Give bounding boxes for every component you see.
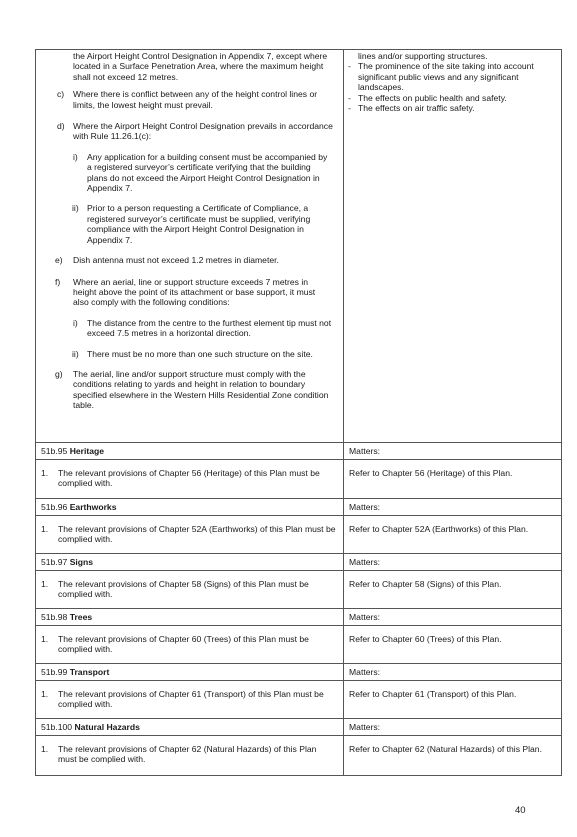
clause-d (36, 121, 343, 142)
table-row-body (36, 736, 562, 776)
rule-body-cell: 1. The relevant provisions of Chapter 52A (Earthworks) of this Plan must be complied with. (36, 516, 344, 554)
table-row-header (36, 609, 562, 626)
clause-g (36, 369, 343, 411)
clause-d-i (36, 152, 343, 194)
rule-text: The relevant provisions of Chapter 60 (Trees) of this Plan must be complied with. (58, 634, 309, 655)
rule-text: The relevant provisions of Chapter 52A (Earthworks) of this Plan must be complied with. (58, 524, 336, 545)
rule-body-cell: 1. The relevant provisions of Chapter 62 (Natural Hazards) of this Plan must be complied with. (36, 736, 344, 776)
matters-label: Matters: (349, 502, 381, 512)
clause-d-i-label: i) (73, 151, 78, 162)
clause-f-ii-text: There must be no more than one such structure on the site. (87, 348, 313, 359)
page-number: 40 (515, 805, 526, 816)
para-b-continued: the Airport Height Control Designation in Appendix 7, except where located in a Surface Penetration Area, where the maximum height shall not exceed 12 metres. (73, 51, 328, 82)
matters-refer: Refer to Chapter 61 (Transport) of this Plan. (349, 689, 517, 699)
rule-text: The relevant provisions of Chapter 56 (Heritage) of this Plan must be complied with. (58, 468, 320, 489)
rules-table (35, 49, 562, 776)
matters-header-cell (344, 609, 562, 626)
table-row-body (36, 460, 562, 499)
rule-code: 51b.100 (41, 722, 73, 732)
table-row-body (36, 571, 562, 609)
rule-header-cell (36, 554, 344, 571)
rule-header-cell (36, 719, 344, 736)
clause-f-ii-label: ii) (72, 348, 79, 359)
rule-title: Transport (69, 667, 110, 677)
matters-label: Matters: (349, 722, 381, 732)
clause-f-i (36, 318, 343, 339)
clause-c (36, 89, 343, 110)
clause-f-i-label: i) (73, 317, 78, 328)
rule-code: 51b.98 (41, 612, 68, 622)
matters-body-cell (344, 571, 562, 609)
clause-d-ii-text: Prior to a person requesting a Certificate of Compliance, a registered surveyor’s certificate must be supplied, verifying compliance with the Airport Height Control Designation in Appendix 7. (87, 203, 311, 245)
rule-title: Trees (69, 612, 93, 622)
matters-header-cell (344, 554, 562, 571)
rule-body-cell: 1. The relevant provisions of Chapter 60 (Trees) of this Plan must be complied with. (36, 626, 344, 664)
matters-bullet: - The effects on air traffic safety. (348, 103, 475, 114)
clause-d-i-text: Any application for a building consent must be accompanied by a registered surveyor’s certificate verifying that the building plans do not exceed the Airport Height Control Designation in Appendix 7. (87, 151, 328, 194)
clause-d-label: d) (57, 121, 65, 132)
rule-header-cell (36, 664, 344, 681)
rule-title: Heritage (69, 446, 105, 456)
matters-label: Matters: (349, 557, 381, 567)
table-row-body (36, 516, 562, 554)
matters-refer: Refer to Chapter 56 (Heritage) of this Plan. (349, 468, 513, 478)
rule-text: The relevant provisions of Chapter 61 (Transport) of this Plan must be complied with. (58, 689, 324, 710)
rule-title: Natural Hazards (74, 722, 140, 732)
table-row-body (36, 626, 562, 664)
matters-refer: Refer to Chapter 52A (Earthworks) of this Plan. (349, 524, 529, 534)
matters-refer: Refer to Chapter 60 (Trees) of this Plan. (349, 634, 502, 644)
rule-body-cell: 1. The relevant provisions of Chapter 58 (Signs) of this Plan must be complied with. (36, 571, 344, 609)
clause-d-ii-label: ii) (72, 203, 79, 214)
matters-refer: Refer to Chapter 62 (Natural Hazards) of this Plan. (349, 744, 542, 754)
matters-body-cell (344, 516, 562, 554)
matters-body-cell (344, 681, 562, 719)
matters-header-cell (344, 664, 562, 681)
clause-f (36, 277, 343, 308)
rule-header-cell (36, 499, 344, 516)
clause-f-label: f) (55, 276, 61, 287)
clause-d-text: Where the Airport Height Control Designation prevails in accordance with Rule 11.26.1(c): (73, 121, 333, 142)
rule-code: 51b.97 (41, 557, 68, 567)
table-row-header (36, 554, 562, 571)
matters-bullet: - The prominence of the site taking into account significant public views and any significant landscapes. (348, 61, 534, 93)
matters-label: Matters: (349, 612, 381, 622)
conditions-cell (36, 50, 344, 443)
rule-code: 51b.96 (41, 502, 68, 512)
clause-d-ii (36, 203, 343, 245)
table-row-header (36, 664, 562, 681)
matters-refer: Refer to Chapter 58 (Signs) of this Plan. (349, 579, 502, 589)
clause-f-i-text: The distance from the centre to the furthest element tip must not exceed 7.5 metres in a horizontal direction. (87, 317, 332, 339)
rule-text: The relevant provisions of Chapter 58 (Signs) of this Plan must be complied with. (58, 579, 309, 600)
clause-e-text: Dish antenna must not exceed 1.2 metres in diameter. (73, 255, 279, 266)
matters-bullet: - The effects on public health and safety. (348, 92, 507, 103)
matters-label: Matters: (349, 667, 381, 677)
rule-body-cell: 1. The relevant provisions of Chapter 61 (Transport) of this Plan must be complied with. (36, 681, 344, 719)
rule-title: Signs (69, 557, 94, 567)
rule-title: Earthworks (69, 502, 117, 512)
clause-g-label: g) (55, 368, 63, 379)
clause-e-label: e) (55, 255, 63, 266)
table-row-continued (36, 50, 562, 443)
matters-cell-continued (344, 50, 562, 443)
matters-body-cell (344, 460, 562, 499)
matters-body-cell (344, 626, 562, 664)
table-row-body (36, 681, 562, 719)
clause-c-label: c) (57, 89, 65, 100)
table-row-header (36, 719, 562, 736)
matters-continued-line: lines and/or supporting structures. (358, 51, 488, 61)
matters-header-cell (344, 499, 562, 516)
rule-code: 51b.95 (41, 446, 68, 456)
matters-header-cell (344, 443, 562, 460)
clause-f-text: Where an aerial, line or support structure exceeds 7 metres in height above the point of its attachment or base support, it must also comply with the following conditions: (73, 276, 316, 308)
matters-header-cell (344, 719, 562, 736)
rule-code: 51b.99 (41, 667, 68, 677)
clause-f-ii (36, 349, 343, 359)
rule-text: The relevant provisions of Chapter 62 (Natural Hazards) of this Plan must be complied with. (58, 744, 317, 765)
rule-body-cell: 1. The relevant provisions of Chapter 56 (Heritage) of this Plan must be complied with. (36, 460, 344, 499)
clause-e (36, 255, 343, 265)
matters-body-cell (344, 736, 562, 776)
clause-c-text: Where there is conflict between any of the height control lines or limits, the lowest height must prevail. (73, 89, 318, 110)
table-row-header (36, 443, 562, 460)
rule-header-cell (36, 443, 344, 460)
table-row-header (36, 499, 562, 516)
matters-label: Matters: (349, 446, 381, 456)
clause-g-text: The aerial, line and/or support structure must comply with the conditions relating to yards and height in relation to boundary specified elsewhere in the Western Hills Residential Zone condition table. (73, 368, 329, 411)
rule-header-cell (36, 609, 344, 626)
